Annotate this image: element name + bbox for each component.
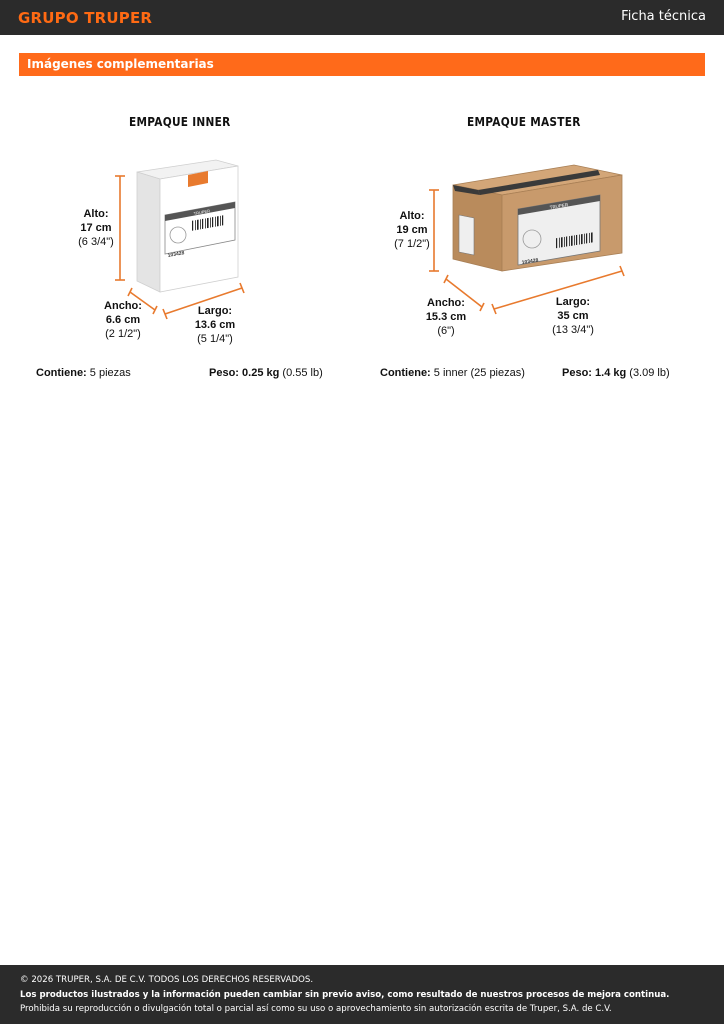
master-alto-label: Alto: [399,210,425,222]
inner-dimension-lines [110,170,250,320]
master-largo [547,295,599,337]
inner-largo [190,304,240,346]
master-peso-value: 1.4 kg [595,367,627,379]
brand-logo: GRUPO TRUPER [18,9,153,27]
master-largo-imperial: (13 3/4") [552,324,594,336]
master-largo-metric: 35 cm [557,310,589,322]
footer-legal: Prohibida su reproducción o divulgación total o parcial así como su uso o aprovechamiento sin autorización escrita de Truper, S.A. de C.V. [20,1004,612,1014]
inner-box-code: 103428 [167,250,185,259]
master-peso [562,367,670,379]
inner-contiene [36,367,131,379]
master-contiene-label: Contiene: [380,367,431,379]
inner-alto-label: Alto: [83,208,109,220]
section-title: Imágenes complementarias [27,57,214,71]
inner-peso-imperial: (0.55 lb) [282,367,323,379]
inner-largo-label: Largo: [197,305,233,317]
master-contiene [380,367,525,379]
master-pack-title: EMPAQUE MASTER [467,115,581,129]
inner-peso [209,367,323,379]
inner-ancho-imperial: (2 1/2") [105,328,141,340]
inner-ancho-label: Ancho: [104,300,142,312]
inner-contiene-label: Contiene: [36,367,87,379]
inner-ancho-metric: 6.6 cm [105,314,141,326]
inner-ancho [100,299,146,341]
inner-largo-metric: 13.6 cm [194,319,236,331]
master-peso-label: Peso: [562,367,592,379]
inner-alto [76,207,116,249]
master-box-brand: TRUPER [549,202,569,210]
inner-box-brand: TRUPER [193,208,211,216]
master-box-code: 103428 [521,257,539,266]
section-header [19,53,705,76]
inner-alto-metric: 17 cm [80,222,112,234]
inner-contiene-value: 5 piezas [89,367,131,379]
master-ancho-metric: 15.3 cm [425,311,467,323]
master-contiene-value: 5 inner (25 piezas) [433,367,525,379]
document-type: Ficha técnica [621,9,706,24]
inner-pack-title: EMPAQUE INNER [129,115,231,129]
master-ancho [420,296,472,338]
master-alto [390,209,434,251]
inner-peso-label: Peso: [209,367,239,379]
master-peso-imperial: (3.09 lb) [629,367,670,379]
inner-largo-imperial: (5 1/4") [197,333,233,345]
top-bar [0,0,724,35]
footer-disclaimer: Los productos ilustrados y la información pueden cambiar sin previo aviso, como resultado de nuestros procesos de mejora continua. [20,990,670,1000]
inner-alto-imperial: (6 3/4") [78,236,114,248]
master-alto-metric: 19 cm [396,224,428,236]
footer-copyright: © 2026 TRUPER, S.A. DE C.V. TODOS LOS DERECHOS RESERVADOS. [20,975,314,985]
footer [0,965,724,1024]
inner-peso-value: 0.25 kg [242,367,280,379]
master-alto-imperial: (7 1/2") [394,238,430,250]
master-ancho-imperial: (6") [437,325,455,337]
master-largo-label: Largo: [555,296,591,308]
master-ancho-label: Ancho: [427,297,465,309]
